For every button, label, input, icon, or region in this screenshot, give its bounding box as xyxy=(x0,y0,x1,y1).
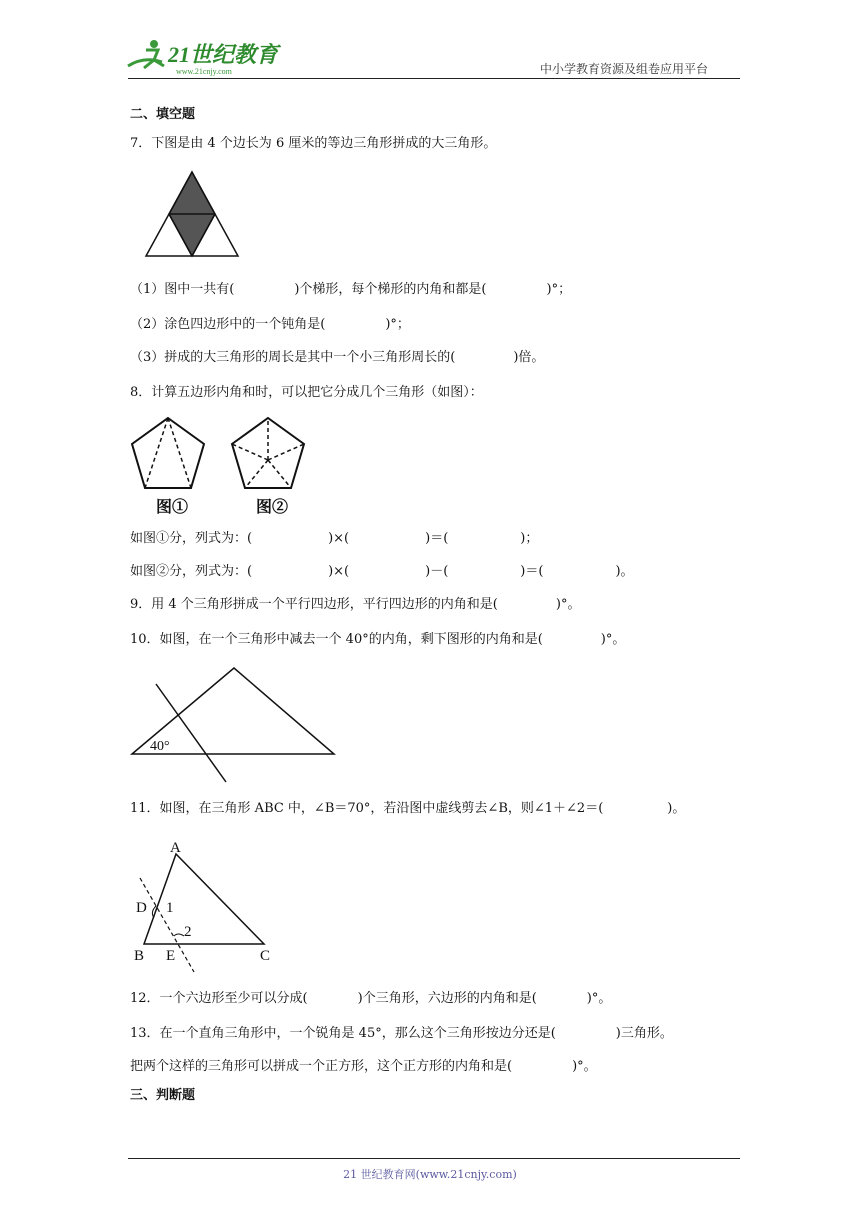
header-divider xyxy=(128,78,740,79)
site-logo xyxy=(124,36,294,78)
footer-text: 21 世纪教育网(www.21cnjy.com) xyxy=(343,1168,517,1181)
site-name: 中小学教育资源及组卷应用平台 xyxy=(540,62,709,76)
logo-text: 21世纪教育 xyxy=(168,42,279,67)
svg-text:E: E xyxy=(166,948,176,964)
q11-text: 11．如图，在三角形 ABC 中，∠B＝70°，若沿图中虚线剪去∠B，则∠1＋∠2＝( )。 xyxy=(130,801,686,816)
q8-stem: 8．计算五边形内角和时，可以把它分成几个三角形（如图）： xyxy=(130,385,483,400)
q7-figure xyxy=(144,170,240,264)
svg-text:2: 2 xyxy=(184,924,192,940)
footer-divider xyxy=(128,1158,740,1159)
q7-part3: （3）拼成的大三角形的周长是其中一个小三角形周长的( )倍。 xyxy=(130,350,545,365)
svg-text:A: A xyxy=(170,840,181,856)
section-title-fill-blank: 二、填空题 xyxy=(130,107,196,122)
svg-text:B: B xyxy=(134,948,145,964)
fig1-label: 图① xyxy=(156,499,189,516)
fig2-label: 图② xyxy=(256,499,289,516)
logo-url: www.21cnjy.com xyxy=(176,67,232,76)
q8-figures xyxy=(128,414,308,524)
q10-text: 10．如图，在一个三角形中减去一个 40°的内角，剩下图形的内角和是( )°。 xyxy=(130,632,626,647)
q9-text: 9．用 4 个三角形拼成一个平行四边形，平行四边形的内角和是( )°。 xyxy=(130,597,581,612)
q7-part2: （2）涂色四边形中的一个钝角是( )°； xyxy=(130,317,410,332)
section-title-judgement: 三、判断题 xyxy=(130,1088,196,1103)
svg-text:C: C xyxy=(260,948,271,964)
q8-line2: 如图②分，列式为：( )×( )－( )＝( )。 xyxy=(130,564,634,579)
q8-line1: 如图①分，列式为：( )×( )＝( )； xyxy=(130,531,539,546)
svg-text:1: 1 xyxy=(166,900,174,916)
svg-text:D: D xyxy=(136,900,147,916)
q13-line1: 13．在一个直角三角形中，一个锐角是 45°，那么这个三角形按边分还是( )三角形。 xyxy=(130,1026,673,1041)
q7-part1: （1）图中一共有( )个梯形，每个梯形的内角和都是( )°； xyxy=(130,282,572,297)
angle-40-label: 40° xyxy=(150,739,170,754)
q7-stem: 7．下图是由 4 个边长为 6 厘米的等边三角形拼成的大三角形。 xyxy=(130,136,497,151)
q13-line2: 把两个这样的三角形可以拼成一个正方形，这个正方形的内角和是( )°。 xyxy=(130,1059,597,1074)
q12-text: 12．一个六边形至少可以分成( )个三角形，六边形的内角和是( )°。 xyxy=(130,991,612,1006)
q10-figure xyxy=(128,664,338,790)
q11-figure xyxy=(128,836,288,980)
